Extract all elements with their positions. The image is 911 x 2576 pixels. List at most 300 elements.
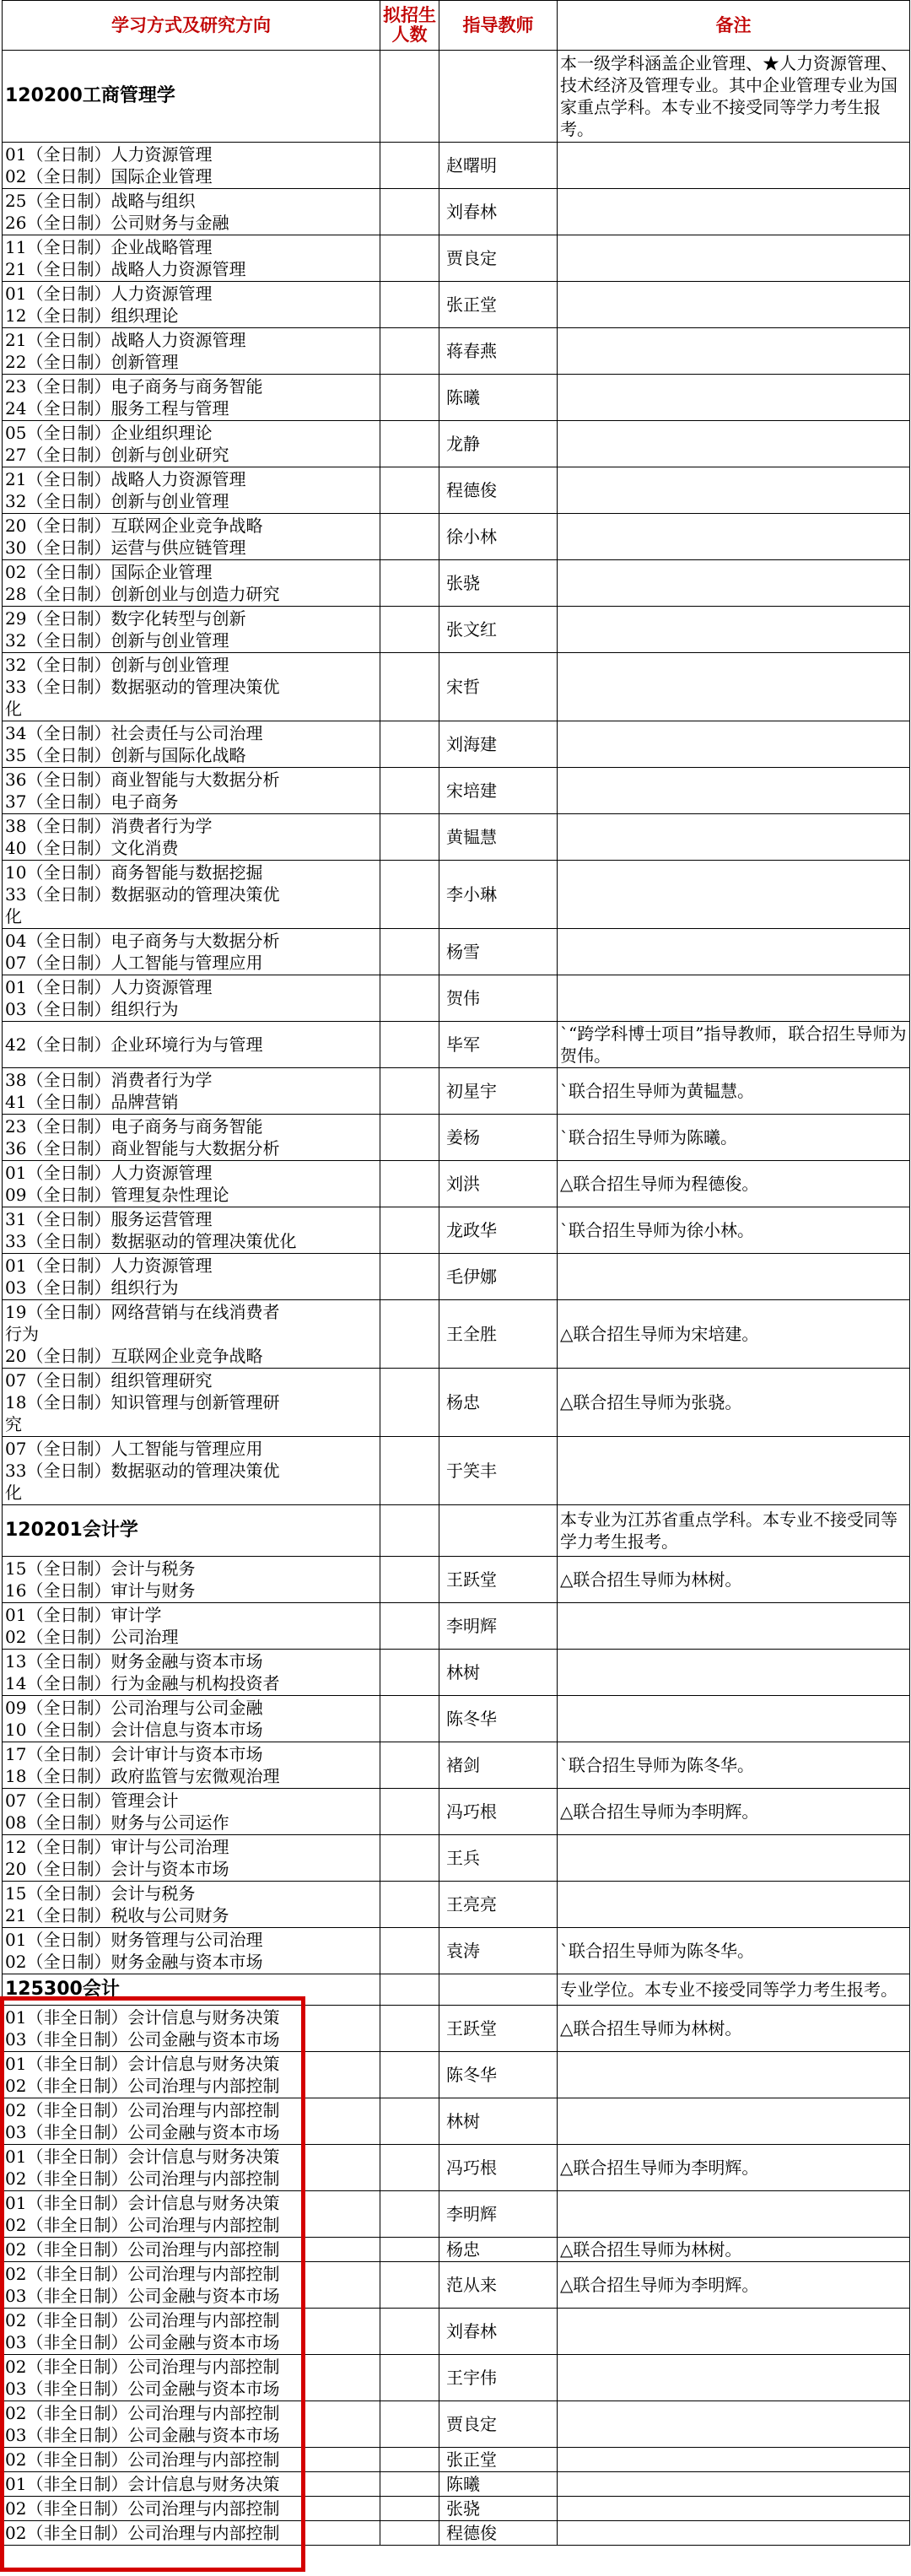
major-name: 125300会计 bbox=[3, 1974, 380, 2006]
teacher-name: 李明辉 bbox=[439, 2191, 558, 2238]
major-row bbox=[3, 51, 910, 143]
note-cell: △联合招生导师为李明辉。 bbox=[558, 1789, 910, 1835]
teacher-name: 姜杨 bbox=[439, 1115, 558, 1161]
table-row bbox=[3, 189, 910, 235]
table-row bbox=[3, 2497, 910, 2521]
table-row bbox=[3, 1928, 910, 1974]
table-row bbox=[3, 2521, 910, 2546]
note-cell bbox=[558, 2191, 910, 2238]
quota-cell bbox=[380, 1603, 439, 1650]
table-row bbox=[3, 2098, 910, 2145]
direction-line: 05（全日制）企业组织理论 bbox=[5, 423, 213, 443]
direction-line: 34（全日制）社会责任与公司治理 bbox=[5, 723, 263, 743]
quota-cell bbox=[380, 1789, 439, 1835]
direction-cell bbox=[3, 1835, 380, 1882]
direction-cell bbox=[3, 1161, 380, 1207]
note-cell: `联合招生导师为黄韫慧。 bbox=[558, 1068, 910, 1115]
note-cell bbox=[558, 607, 910, 653]
direction-line: 02（非全日制）公司治理与内部控制 bbox=[5, 2310, 280, 2330]
table-row bbox=[3, 2401, 910, 2448]
direction-cell bbox=[3, 861, 380, 929]
table-row bbox=[3, 2006, 910, 2052]
quota-cell bbox=[380, 1254, 439, 1300]
table-row bbox=[3, 514, 910, 560]
direction-cell bbox=[3, 1696, 380, 1742]
teacher-name: 王跃堂 bbox=[439, 2006, 558, 2052]
teacher-cell bbox=[439, 1974, 558, 2006]
note-cell: `联合招生导师为陈冬华。 bbox=[558, 1928, 910, 1974]
direction-line: 30（全日制）运营与供应链管理 bbox=[5, 537, 246, 558]
quota-cell bbox=[380, 2238, 439, 2262]
direction-line: 01（全日制）财务管理与公司治理 bbox=[5, 1930, 263, 1950]
major-note: 本专业为江苏省重点学科。本专业不接受同等学力考生报考。 bbox=[558, 1505, 910, 1557]
table-row bbox=[3, 2262, 910, 2309]
note-cell: △联合招生导师为李明辉。 bbox=[558, 2145, 910, 2191]
direction-cell bbox=[3, 1022, 380, 1068]
table-row bbox=[3, 1254, 910, 1300]
direction-line: 35（全日制）创新与国际化战略 bbox=[5, 745, 246, 765]
teacher-name: 杨雪 bbox=[439, 929, 558, 975]
teacher-name: 褚剑 bbox=[439, 1742, 558, 1789]
teacher-name: 程德俊 bbox=[439, 2521, 558, 2546]
teacher-name: 刘春林 bbox=[439, 2309, 558, 2355]
note-cell bbox=[558, 1254, 910, 1300]
note-cell bbox=[558, 282, 910, 328]
direction-cell bbox=[3, 328, 380, 375]
quota-cell bbox=[380, 2355, 439, 2401]
direction-cell bbox=[3, 375, 380, 421]
quota-cell bbox=[380, 1742, 439, 1789]
direction-cell bbox=[3, 1882, 380, 1928]
direction-cell bbox=[3, 1115, 380, 1161]
quota-cell bbox=[380, 861, 439, 929]
note-cell bbox=[558, 929, 910, 975]
direction-cell bbox=[3, 814, 380, 861]
table-row bbox=[3, 1557, 910, 1603]
direction-line: 02（非全日制）公司治理与内部控制 bbox=[5, 2523, 280, 2543]
direction-line: 20（全日制）互联网企业竞争战略 bbox=[5, 516, 263, 536]
note-cell: △联合招生导师为林树。 bbox=[558, 1557, 910, 1603]
direction-line: 07（全日制）人工智能与管理应用 bbox=[5, 953, 263, 973]
teacher-name: 龙静 bbox=[439, 421, 558, 467]
quota-cell bbox=[380, 1974, 439, 2006]
quota-cell bbox=[380, 929, 439, 975]
quota-cell bbox=[380, 560, 439, 607]
quota-cell bbox=[380, 814, 439, 861]
teacher-name: 程德俊 bbox=[439, 467, 558, 514]
direction-line: 21（全日制）战略人力资源管理 bbox=[5, 259, 246, 279]
quota-cell bbox=[380, 1650, 439, 1696]
table-row bbox=[3, 2052, 910, 2098]
direction-line: 21（全日制）战略人力资源管理 bbox=[5, 330, 246, 350]
direction-line: 33（全日制）数据驱动的管理决策优 bbox=[5, 884, 280, 905]
quota-cell bbox=[380, 1115, 439, 1161]
quota-cell bbox=[380, 514, 439, 560]
note-cell: △联合招生导师为程德俊。 bbox=[558, 1161, 910, 1207]
quota-cell bbox=[380, 1068, 439, 1115]
quota-cell bbox=[380, 2098, 439, 2145]
header-note: 备注 bbox=[558, 1, 910, 51]
direction-line: 29（全日制）数字化转型与创新 bbox=[5, 608, 246, 629]
header-teacher: 指导教师 bbox=[439, 1, 558, 51]
teacher-cell bbox=[439, 1505, 558, 1557]
note-cell bbox=[558, 421, 910, 467]
direction-line: 02（非全日制）公司治理与内部控制 bbox=[5, 2168, 280, 2189]
direction-line: 20（全日制）互联网企业竞争战略 bbox=[5, 1346, 263, 1366]
teacher-name: 王跃堂 bbox=[439, 1557, 558, 1603]
note-cell: `联合招生导师为陈曦。 bbox=[558, 1115, 910, 1161]
major-row bbox=[3, 1974, 910, 2006]
admission-table bbox=[2, 0, 910, 2546]
direction-line: 13（全日制）财务金融与资本市场 bbox=[5, 1651, 263, 1671]
direction-cell bbox=[3, 2355, 380, 2401]
direction-cell bbox=[3, 1437, 380, 1505]
direction-line: 07（全日制）组织管理研究 bbox=[5, 1370, 213, 1391]
note-cell: △联合招生导师为林树。 bbox=[558, 2238, 910, 2262]
note-cell bbox=[558, 1696, 910, 1742]
direction-line: 37（全日制）电子商务 bbox=[5, 791, 179, 812]
teacher-name: 赵曙明 bbox=[439, 143, 558, 189]
note-cell bbox=[558, 1882, 910, 1928]
direction-line: 02（非全日制）公司治理与内部控制 bbox=[5, 2403, 280, 2423]
direction-line: 21（全日制）战略人力资源管理 bbox=[5, 469, 246, 489]
direction-cell bbox=[3, 2401, 380, 2448]
quota-cell bbox=[380, 2401, 439, 2448]
direction-line: 36（全日制）商业智能与大数据分析 bbox=[5, 770, 280, 790]
quota-cell bbox=[380, 375, 439, 421]
direction-line: 01（非全日制）会计信息与财务决策 bbox=[5, 2147, 280, 2167]
teacher-name: 龙政华 bbox=[439, 1207, 558, 1254]
direction-line: 10（全日制）商务智能与数据挖掘 bbox=[5, 862, 263, 883]
teacher-name: 王兵 bbox=[439, 1835, 558, 1882]
direction-cell bbox=[3, 1742, 380, 1789]
table-row bbox=[3, 2448, 910, 2472]
teacher-cell bbox=[439, 51, 558, 143]
note-cell bbox=[558, 2052, 910, 2098]
direction-line: 32（全日制）创新与创业管理 bbox=[5, 491, 229, 511]
quota-cell bbox=[380, 2472, 439, 2497]
quota-cell bbox=[380, 1022, 439, 1068]
direction-cell bbox=[3, 2497, 380, 2521]
table-row bbox=[3, 929, 910, 975]
direction-cell bbox=[3, 1928, 380, 1974]
direction-line: 12（全日制）组织理论 bbox=[5, 305, 179, 326]
direction-line: 32（全日制）创新与创业管理 bbox=[5, 655, 229, 675]
direction-line: 41（全日制）品牌营销 bbox=[5, 1092, 179, 1112]
teacher-name: 杨忠 bbox=[439, 1369, 558, 1437]
direction-line: 02（非全日制）公司治理与内部控制 bbox=[5, 2100, 280, 2120]
direction-line: 01（非全日制）会计信息与财务决策 bbox=[5, 2054, 280, 2074]
direction-line: 07（全日制）管理会计 bbox=[5, 1790, 179, 1811]
note-cell bbox=[558, 814, 910, 861]
direction-line: 02（非全日制）公司治理与内部控制 bbox=[5, 2215, 280, 2235]
direction-cell bbox=[3, 1650, 380, 1696]
note-cell bbox=[558, 2472, 910, 2497]
teacher-name: 刘春林 bbox=[439, 189, 558, 235]
note-cell bbox=[558, 1603, 910, 1650]
direction-line: 31（全日制）服务运营管理 bbox=[5, 1209, 213, 1229]
note-cell bbox=[558, 721, 910, 768]
table-row bbox=[3, 2355, 910, 2401]
direction-line: 23（全日制）电子商务与商务智能 bbox=[5, 1116, 263, 1137]
quota-cell bbox=[380, 1835, 439, 1882]
table-row bbox=[3, 721, 910, 768]
direction-cell bbox=[3, 560, 380, 607]
quota-cell bbox=[380, 975, 439, 1022]
teacher-name: 贾良定 bbox=[439, 2401, 558, 2448]
direction-cell bbox=[3, 929, 380, 975]
quota-cell bbox=[380, 2052, 439, 2098]
teacher-name: 于笑丰 bbox=[439, 1437, 558, 1505]
direction-line: 02（全日制）公司治理 bbox=[5, 1627, 179, 1647]
major-note: 本一级学科涵盖企业管理、★人力资源管理、技术经济及管理专业。其中企业管理专业为国家重点学科。本专业不接受同等学力考生报考。 bbox=[558, 51, 910, 143]
teacher-name: 冯巧根 bbox=[439, 2145, 558, 2191]
direction-line: 15（全日制）会计与税务 bbox=[5, 1883, 196, 1904]
direction-cell bbox=[3, 2052, 380, 2098]
direction-line: 20（全日制）会计与资本市场 bbox=[5, 1859, 229, 1879]
direction-line: 02（非全日制）公司治理与内部控制 bbox=[5, 2449, 280, 2470]
direction-line: 03（全日制）组织行为 bbox=[5, 1277, 179, 1298]
teacher-name: 林树 bbox=[439, 1650, 558, 1696]
teacher-name: 王全胜 bbox=[439, 1300, 558, 1369]
quota-cell bbox=[380, 189, 439, 235]
quota-cell bbox=[380, 1557, 439, 1603]
table-row bbox=[3, 1742, 910, 1789]
direction-cell bbox=[3, 1789, 380, 1835]
direction-line: 01（全日制）审计学 bbox=[5, 1605, 162, 1625]
table-row bbox=[3, 2145, 910, 2191]
table-row bbox=[3, 1882, 910, 1928]
direction-cell bbox=[3, 1254, 380, 1300]
direction-line: 10（全日制）会计信息与资本市场 bbox=[5, 1720, 263, 1740]
header-direction: 学习方式及研究方向 bbox=[3, 1, 380, 51]
direction-line: 11（全日制）企业战略管理 bbox=[5, 237, 213, 257]
quota-cell bbox=[380, 2145, 439, 2191]
teacher-name: 刘洪 bbox=[439, 1161, 558, 1207]
quota-cell bbox=[380, 721, 439, 768]
quota-cell bbox=[380, 2309, 439, 2355]
direction-line: 12（全日制）审计与公司治理 bbox=[5, 1837, 229, 1857]
teacher-name: 张正堂 bbox=[439, 282, 558, 328]
teacher-name: 贺伟 bbox=[439, 975, 558, 1022]
note-cell bbox=[558, 1835, 910, 1882]
teacher-name: 杨忠 bbox=[439, 2238, 558, 2262]
direction-line: 03（全日制）组织行为 bbox=[5, 999, 179, 1019]
table-row bbox=[3, 375, 910, 421]
quota-cell bbox=[380, 1437, 439, 1505]
teacher-name: 王亮亮 bbox=[439, 1882, 558, 1928]
quota-cell bbox=[380, 143, 439, 189]
direction-cell bbox=[3, 1068, 380, 1115]
direction-line: 08（全日制）财务与公司运作 bbox=[5, 1812, 229, 1833]
teacher-name: 王宇伟 bbox=[439, 2355, 558, 2401]
direction-line: 42（全日制）企业环境行为与管理 bbox=[5, 1034, 263, 1055]
direction-cell bbox=[3, 2191, 380, 2238]
direction-line: 25（全日制）战略与组织 bbox=[5, 191, 196, 211]
direction-line: 17（全日制）会计审计与资本市场 bbox=[5, 1744, 263, 1764]
note-cell: `联合招生导师为徐小林。 bbox=[558, 1207, 910, 1254]
major-name: 120201会计学 bbox=[3, 1505, 380, 1557]
direction-line: 02（非全日制）公司治理与内部控制 bbox=[5, 2239, 280, 2260]
quota-cell bbox=[380, 768, 439, 814]
note-cell bbox=[558, 768, 910, 814]
teacher-name: 陈冬华 bbox=[439, 2052, 558, 2098]
direction-line: 02（全日制）国际企业管理 bbox=[5, 166, 213, 186]
table-row bbox=[3, 2191, 910, 2238]
direction-cell bbox=[3, 467, 380, 514]
direction-line: 09（全日制）管理复杂性理论 bbox=[5, 1185, 229, 1205]
note-cell bbox=[558, 375, 910, 421]
direction-line: 02（非全日制）公司治理与内部控制 bbox=[5, 2498, 280, 2519]
table-row bbox=[3, 1207, 910, 1254]
teacher-name: 张骁 bbox=[439, 2497, 558, 2521]
direction-line: 26（全日制）公司财务与金融 bbox=[5, 213, 229, 233]
direction-line: 38（全日制）消费者行为学 bbox=[5, 1070, 213, 1090]
direction-cell bbox=[3, 2472, 380, 2497]
major-name: 120200工商管理学 bbox=[3, 51, 380, 143]
direction-line: 07（全日制）人工智能与管理应用 bbox=[5, 1439, 263, 1459]
table-row bbox=[3, 1835, 910, 1882]
teacher-name: 宋哲 bbox=[439, 653, 558, 721]
table-row bbox=[3, 143, 910, 189]
direction-line: 04（全日制）电子商务与大数据分析 bbox=[5, 931, 280, 951]
direction-line: 19（全日制）网络营销与在线消费者 bbox=[5, 1302, 280, 1322]
major-note: 专业学位。本专业不接受同等学力考生报考。 bbox=[558, 1974, 910, 2006]
teacher-name: 李明辉 bbox=[439, 1603, 558, 1650]
table-row bbox=[3, 1022, 910, 1068]
direction-cell bbox=[3, 768, 380, 814]
direction-cell bbox=[3, 1300, 380, 1369]
quota-cell bbox=[380, 1369, 439, 1437]
direction-line: 02（全日制）财务金融与资本市场 bbox=[5, 1952, 263, 1972]
direction-line: 16（全日制）审计与财务 bbox=[5, 1580, 196, 1601]
teacher-name: 冯巧根 bbox=[439, 1789, 558, 1835]
quota-cell bbox=[380, 467, 439, 514]
direction-cell bbox=[3, 2098, 380, 2145]
direction-line: 15（全日制）会计与税务 bbox=[5, 1558, 196, 1579]
quota-cell bbox=[380, 2521, 439, 2546]
direction-cell bbox=[3, 235, 380, 282]
direction-cell bbox=[3, 421, 380, 467]
direction-line: 01（全日制）人力资源管理 bbox=[5, 977, 213, 997]
direction-cell bbox=[3, 1369, 380, 1437]
note-cell bbox=[558, 235, 910, 282]
teacher-name: 徐小林 bbox=[439, 514, 558, 560]
direction-line: 02（全日制）国际企业管理 bbox=[5, 562, 213, 582]
quota-cell bbox=[380, 2191, 439, 2238]
table-row bbox=[3, 1115, 910, 1161]
direction-cell bbox=[3, 2262, 380, 2309]
table-row bbox=[3, 2472, 910, 2497]
direction-line: 究 bbox=[5, 1414, 22, 1434]
table-row bbox=[3, 1603, 910, 1650]
note-cell bbox=[558, 861, 910, 929]
table-row bbox=[3, 421, 910, 467]
direction-line: 03（非全日制）公司金融与资本市场 bbox=[5, 2122, 280, 2142]
note-cell bbox=[558, 189, 910, 235]
quota-cell bbox=[380, 2497, 439, 2521]
quota-cell bbox=[380, 1161, 439, 1207]
direction-line: 33（全日制）数据驱动的管理决策优 bbox=[5, 1461, 280, 1481]
teacher-name: 宋培建 bbox=[439, 768, 558, 814]
quota-cell bbox=[380, 1505, 439, 1557]
table-row bbox=[3, 607, 910, 653]
table-row bbox=[3, 328, 910, 375]
direction-line: 01（全日制）人力资源管理 bbox=[5, 144, 213, 165]
direction-line: 27（全日制）创新与创业研究 bbox=[5, 445, 229, 465]
table-row bbox=[3, 1300, 910, 1369]
note-cell: △联合招生导师为李明辉。 bbox=[558, 2262, 910, 2309]
teacher-name: 李小琳 bbox=[439, 861, 558, 929]
note-cell bbox=[558, 2355, 910, 2401]
quota-cell bbox=[380, 2006, 439, 2052]
direction-line: 33（全日制）数据驱动的管理决策优化 bbox=[5, 1231, 297, 1251]
quota-cell bbox=[380, 235, 439, 282]
direction-cell bbox=[3, 2521, 380, 2546]
direction-line: 18（全日制）政府监管与宏微观治理 bbox=[5, 1766, 280, 1786]
direction-cell bbox=[3, 2145, 380, 2191]
teacher-name: 蒋春燕 bbox=[439, 328, 558, 375]
note-cell bbox=[558, 2521, 910, 2546]
table-header-row bbox=[3, 1, 910, 51]
teacher-name: 林树 bbox=[439, 2098, 558, 2145]
teacher-name: 陈曦 bbox=[439, 375, 558, 421]
direction-line: 21（全日制）税收与公司财务 bbox=[5, 1905, 229, 1925]
direction-line: 03（非全日制）公司金融与资本市场 bbox=[5, 2379, 280, 2399]
direction-cell bbox=[3, 1557, 380, 1603]
quota-cell bbox=[380, 653, 439, 721]
table-row bbox=[3, 1789, 910, 1835]
teacher-name: 毕军 bbox=[439, 1022, 558, 1068]
note-cell: △联合招生导师为张骁。 bbox=[558, 1369, 910, 1437]
direction-cell bbox=[3, 1603, 380, 1650]
teacher-name: 初星宇 bbox=[439, 1068, 558, 1115]
note-cell bbox=[558, 514, 910, 560]
note-cell bbox=[558, 1437, 910, 1505]
direction-line: 33（全日制）数据驱动的管理决策优 bbox=[5, 677, 280, 697]
direction-line: 18（全日制）知识管理与创新管理研 bbox=[5, 1392, 280, 1412]
direction-line: 02（非全日制）公司治理与内部控制 bbox=[5, 2076, 280, 2096]
direction-cell bbox=[3, 2309, 380, 2355]
quota-cell bbox=[380, 1300, 439, 1369]
quota-cell bbox=[380, 2262, 439, 2309]
direction-line: 01（全日制）人力资源管理 bbox=[5, 1256, 213, 1276]
direction-cell bbox=[3, 282, 380, 328]
direction-line: 38（全日制）消费者行为学 bbox=[5, 816, 213, 836]
note-cell bbox=[558, 2098, 910, 2145]
note-cell: △联合招生导师为宋培建。 bbox=[558, 1300, 910, 1369]
note-cell: △联合招生导师为林树。 bbox=[558, 2006, 910, 2052]
table-row bbox=[3, 467, 910, 514]
direction-line: 32（全日制）创新与创业管理 bbox=[5, 630, 229, 651]
table-row bbox=[3, 235, 910, 282]
header-quota: 拟招生人数 bbox=[380, 1, 439, 51]
direction-line: 22（全日制）创新管理 bbox=[5, 352, 179, 372]
quota-cell bbox=[380, 607, 439, 653]
direction-line: 02（非全日制）公司治理与内部控制 bbox=[5, 2264, 280, 2284]
direction-line: 化 bbox=[5, 906, 22, 926]
direction-line: 03（非全日制）公司金融与资本市场 bbox=[5, 2332, 280, 2352]
teacher-name: 张骁 bbox=[439, 560, 558, 607]
direction-line: 02（非全日制）公司治理与内部控制 bbox=[5, 2357, 280, 2377]
table-row bbox=[3, 1161, 910, 1207]
note-cell bbox=[558, 328, 910, 375]
direction-cell bbox=[3, 607, 380, 653]
table-row bbox=[3, 1369, 910, 1437]
note-cell bbox=[558, 2448, 910, 2472]
quota-cell bbox=[380, 1696, 439, 1742]
direction-line: 40（全日制）文化消费 bbox=[5, 838, 179, 858]
